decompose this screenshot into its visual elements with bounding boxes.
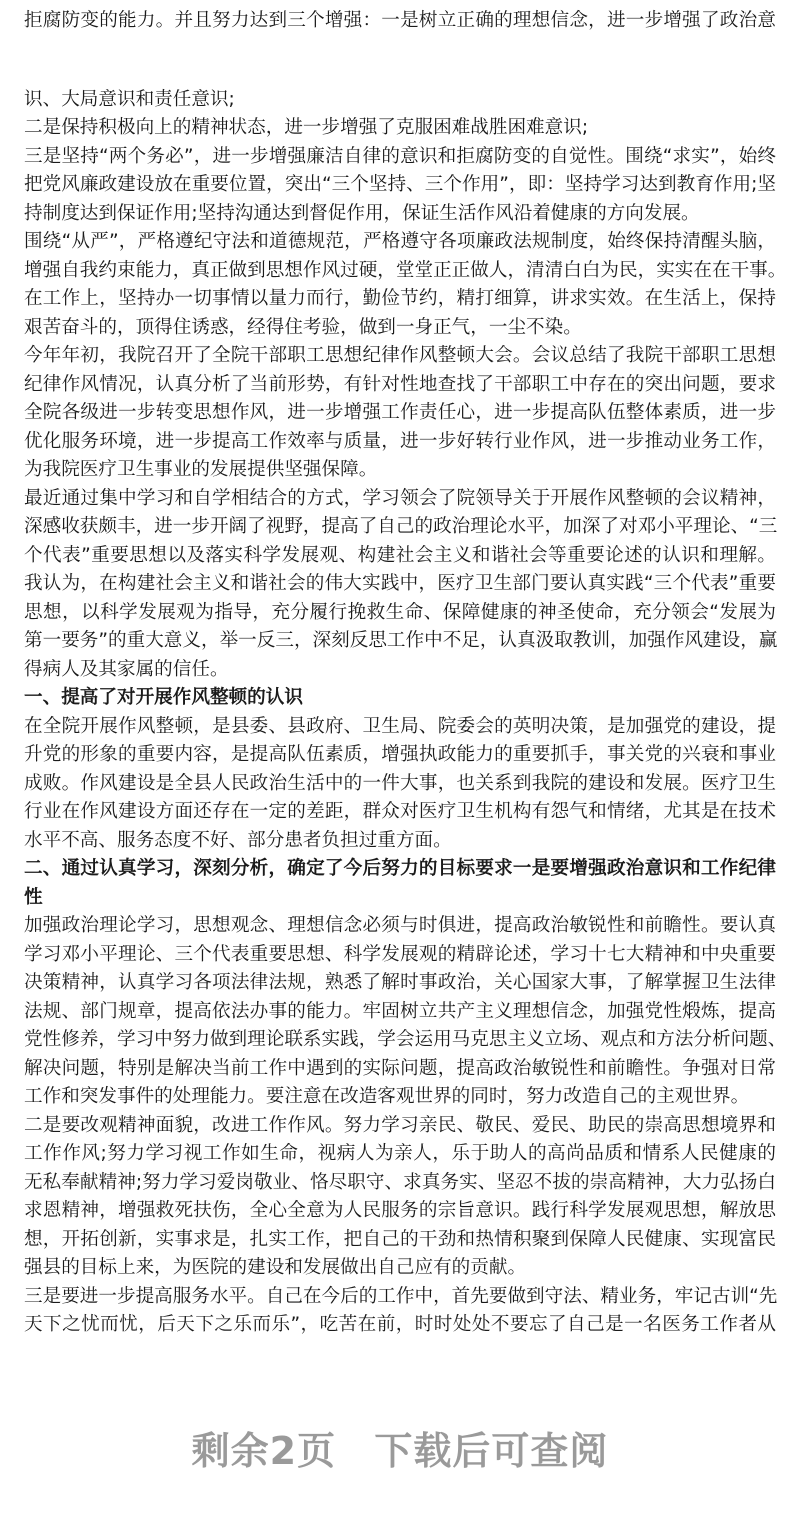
text-line: 识、大局意识和责任意识; [24,88,235,110]
text-line: 持制度达到保证作用;坚持沟通达到督促作用，保证生活作风沿着健康的方向发展。 [24,202,700,224]
text-line: 全院各级进一步转变思想作风，进一步增强工作责任心，进一步提高队伍整体素质，进一步 [24,402,776,424]
text-line: 解决问题，特别是解决当前工作中遇到的实际问题，提高政治敏锐性和前瞻性。争强对日常 [24,1057,776,1079]
text-line: 二是要改观精神面貌，改进工作作风。努力学习亲民、敬民、爱民、助民的崇高思想境界和 [24,1114,776,1136]
text-line: 纪律作风情况，认真分析了当前形势，有针对性地查找了干部职工中存在的突出问题，要求 [24,373,776,395]
text-line: 优化服务环境，进一步提高工作效率与质量，进一步好转行业作风，进一步推动业务工作， [24,430,776,452]
text-line: 把党风廉政建设放在重要位置，突出“三个坚持、三个作用”，即：坚持学习达到教育作用;坚 [24,174,776,196]
text-line: 决策精神，认真学习各项法律法规，熟悉了解时事政治，关心国家大事，了解掌握卫生法律 [24,972,776,994]
remaining-pages-label: 剩余2页 [191,1429,337,1473]
text-line: 成败。作风建设是全县人民政治生活中的一件大事，也关系到我院的建设和发展。医疗卫生 [24,772,776,794]
section-heading-line: 性 [24,886,43,908]
text-line: 无私奉献精神;努力学习爱岗敬业、恪尽职守、求真务实、坚忍不拔的崇高精神，大力弘扬白 [24,1171,776,1193]
text-line: 行业在作风建设方面还存在一定的差距，群众对医疗卫生机构有怨气和情绪，尤其是在技术 [24,801,776,823]
text-line: 围绕“从严”，严格遵纪守法和道德规范，严格遵守各项廉政法规制度，始终保持清醒头脑， [24,231,776,253]
text-line: 加强政治理论学习，思想观念、理想信念必须与时俱进，提高政治敏锐性和前瞻性。要认真 [24,915,776,937]
text-line: 艰苦奋斗的，顶得住诱惑，经得住考验，做到一身正气，一尘不染。 [24,316,582,338]
text-line: 二是保持积极向上的精神状态，进一步增强了克服困难战胜困难意识; [24,117,589,139]
download-prompt[interactable] [0,1420,800,1475]
text-line: 我认为，在构建社会主义和谐社会的伟大实践中，医疗卫生部门要认真实践“三个代表”重要 [24,573,776,595]
text-line: 求恩精神，增强救死扶伤，全心全意为人民服务的宗旨意识。践行科学发展观思想，解放思 [24,1200,776,1222]
text-line: 水平不高、服务态度不好、部分患者负担过重方面。 [24,829,452,851]
text-line: 为我院医疗卫生事业的发展提供坚强保障。 [24,459,378,481]
text-line: 想，开拓创新，实事求是，扎实工作，把自己的干劲和热情积聚到保障人民健康、实现富民 [24,1228,776,1250]
text-line: 增强自我约束能力，真正做到思想作风过硬，堂堂正正做人，清清白白为民，实实在在干事。 [24,259,787,281]
text-line: 在全院开展作风整顿，是县委、县政府、卫生局、院委会的英明决策，是加强党的建设，提 [24,715,776,737]
text-line: 工作和突发事件的处理能力。要注意在改造客观世界的同时，努力改造自己的主观世界。 [24,1086,750,1108]
download-to-view-label: 下载后可查阅 [374,1429,609,1473]
text-line: 党性修养，学习中努力做到理论联系实践，学会运用马克思主义立场、观点和方法分析问题、 [24,1029,787,1051]
text-line: 强县的目标上来，为医院的建设和发展做出自己应有的贡献。 [24,1257,527,1279]
text-line: 法规、部门规章，提高依法办事的能力。牢固树立共产主义理想信念，加强党性煅炼，提高 [24,1000,776,1022]
top-text-line: 拒腐防变的能力。并且努力达到三个增强：一是树立正确的理想信念，进一步增强了政治意 [24,10,776,31]
text-line: 第一要务”的重大意义，举一反三，深刻反思工作中不足，认真汲取教训，加强作风建设，赢 [24,630,778,652]
text-line: 工作作风;努力学习视工作如生命，视病人为亲人，乐于助人的高尚品质和情系人民健康的 [24,1143,776,1165]
section-heading-line: 二、通过认真学习，深刻分析，确定了今后努力的目标要求一是要增强政治意识和工作纪律 [24,858,776,880]
document-body [0,86,800,1340]
text-line: 升党的形象的重要内容，是提高队伍素质，增强执政能力的重要抓手，事关党的兴衰和事业 [24,744,776,766]
text-line: 学习邓小平理论、三个代表重要思想、科学发展观的精辟论述，学习十七大精神和中央重要 [24,943,776,965]
text-line: 三是要进一步提高服务水平。自己在今后的工作中，首先要做到守法、精业务，牢记古训“先 [24,1285,778,1307]
text-line: 今年年初，我院召开了全院干部职工思想纪律作风整顿大会。会议总结了我院干部职工思想 [24,345,776,367]
text-line: 最近通过集中学习和自学相结合的方式，学习领会了院领导关于开展作风整顿的会议精神， [24,487,776,509]
text-line: 三是坚持“两个务必”，进一步增强廉洁自律的意识和拒腐防变的自觉性。围绕“求实”，始终 [24,145,776,167]
text-line: 天下之忧而忧，后天下之乐而乐”，吃苦在前，时时处处不要忘了自己是一名医务工作者从 [24,1314,776,1336]
text-line: 深感收获颇丰，进一步开阔了视野，提高了自己的政治理论水平，加深了对邓小平理论、“三 [24,516,778,538]
section-heading-line: 一、提高了对开展作风整顿的认识 [24,687,303,709]
text-line: 得病人及其家属的信任。 [24,658,229,680]
text-line: 在工作上，坚持办一切事情以量力而行，勤俭节约，精打细算，讲求实效。在生活上，保持 [24,288,776,310]
text-line: 思想，以科学发展观为指导，充分履行挽救生命、保障健康的神圣使命，充分领会“发展为 [24,601,776,623]
text-line: 个代表”重要思想以及落实科学发展观、构建社会主义和谐社会等重要论述的认识和理解。 [24,544,776,566]
